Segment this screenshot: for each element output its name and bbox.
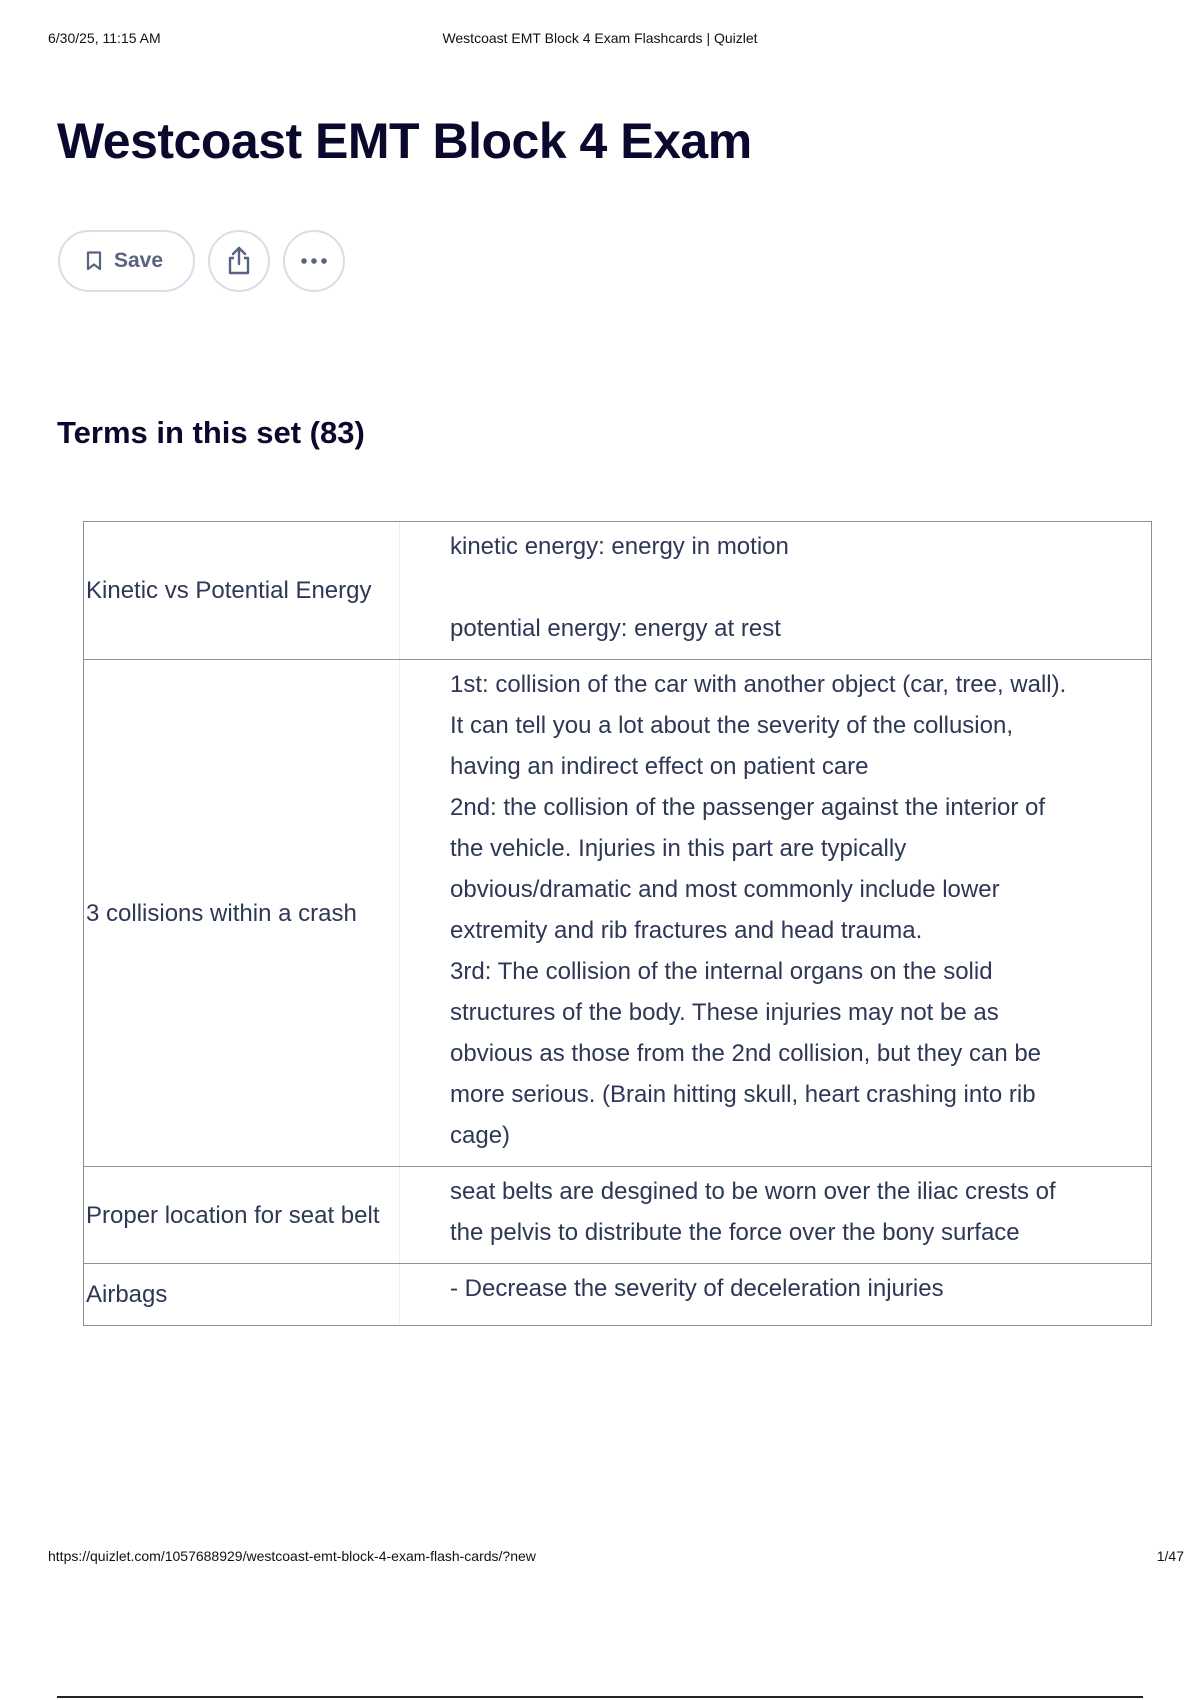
print-header — [48, 30, 1152, 50]
page-number: 1/47 — [1156, 1548, 1184, 1564]
term-cell: Airbags — [84, 1264, 400, 1325]
definition-cell — [400, 522, 1151, 659]
term-row — [84, 659, 1151, 1166]
definition-line: 1st: collision of the car with another object (car, tree, wall). It can tell you a lot about the severity of the collusion, having an indirect effect on patient care — [450, 671, 1067, 780]
term-row — [84, 1263, 1151, 1325]
divider — [57, 1696, 1143, 1698]
more-options-icon — [300, 257, 328, 265]
set-actions — [58, 230, 345, 294]
save-label: Save — [113, 249, 164, 272]
term-cell: Proper location for seat belt — [84, 1167, 400, 1263]
term-row — [84, 1166, 1151, 1263]
definition-blank-line — [450, 567, 1071, 608]
definition-line: - Decrease the severity of deceleration injuries — [450, 1275, 944, 1302]
definition-cell — [400, 660, 1151, 1166]
page-url: https://quizlet.com/1057688929/westcoast-emt-block-4-exam-flash-cards/?new — [48, 1548, 536, 1564]
terms-heading: Terms in this set (83) — [57, 415, 365, 450]
definition-cell — [400, 1264, 1151, 1325]
print-datetime: 6/30/25, 11:15 AM — [48, 30, 161, 46]
term-cell: Kinetic vs Potential Energy — [84, 522, 400, 659]
definition-line: 2nd: the collision of the passenger against the interior of the vehicle. Injuries in this part are typically obvious/dramatic and most commonly include lower extremity and rib fractures and head trauma. — [450, 794, 1046, 944]
more-options-button[interactable] — [283, 230, 345, 292]
print-document-title: Westcoast EMT Block 4 Exam Flashcards | Quizlet — [442, 30, 758, 46]
share-button[interactable] — [208, 230, 270, 292]
save-button[interactable] — [58, 230, 195, 292]
definition-line: seat belts are desgined to be worn over the iliac crests of the pelvis to distribute the force over the bony surface — [450, 1178, 1056, 1246]
definition-line: kinetic energy: energy in motion — [450, 533, 789, 560]
share-icon — [226, 246, 252, 276]
definition-line: potential energy: energy at rest — [450, 615, 781, 642]
definition-cell — [400, 1167, 1151, 1263]
term-cell: 3 collisions within a crash — [84, 660, 400, 1166]
definition-line: 3rd: The collision of the internal organs on the solid structures of the body. These injuries may not be as obvious as those from the 2nd collision, but they can be more serious. (Brain hitting skull, heart crashing into rib cage) — [450, 958, 1042, 1149]
bookmark-icon — [86, 251, 102, 271]
print-footer — [48, 1548, 1184, 1568]
terms-table — [83, 521, 1152, 1326]
term-row — [84, 522, 1151, 659]
page-title: Westcoast EMT Block 4 Exam — [57, 113, 752, 169]
